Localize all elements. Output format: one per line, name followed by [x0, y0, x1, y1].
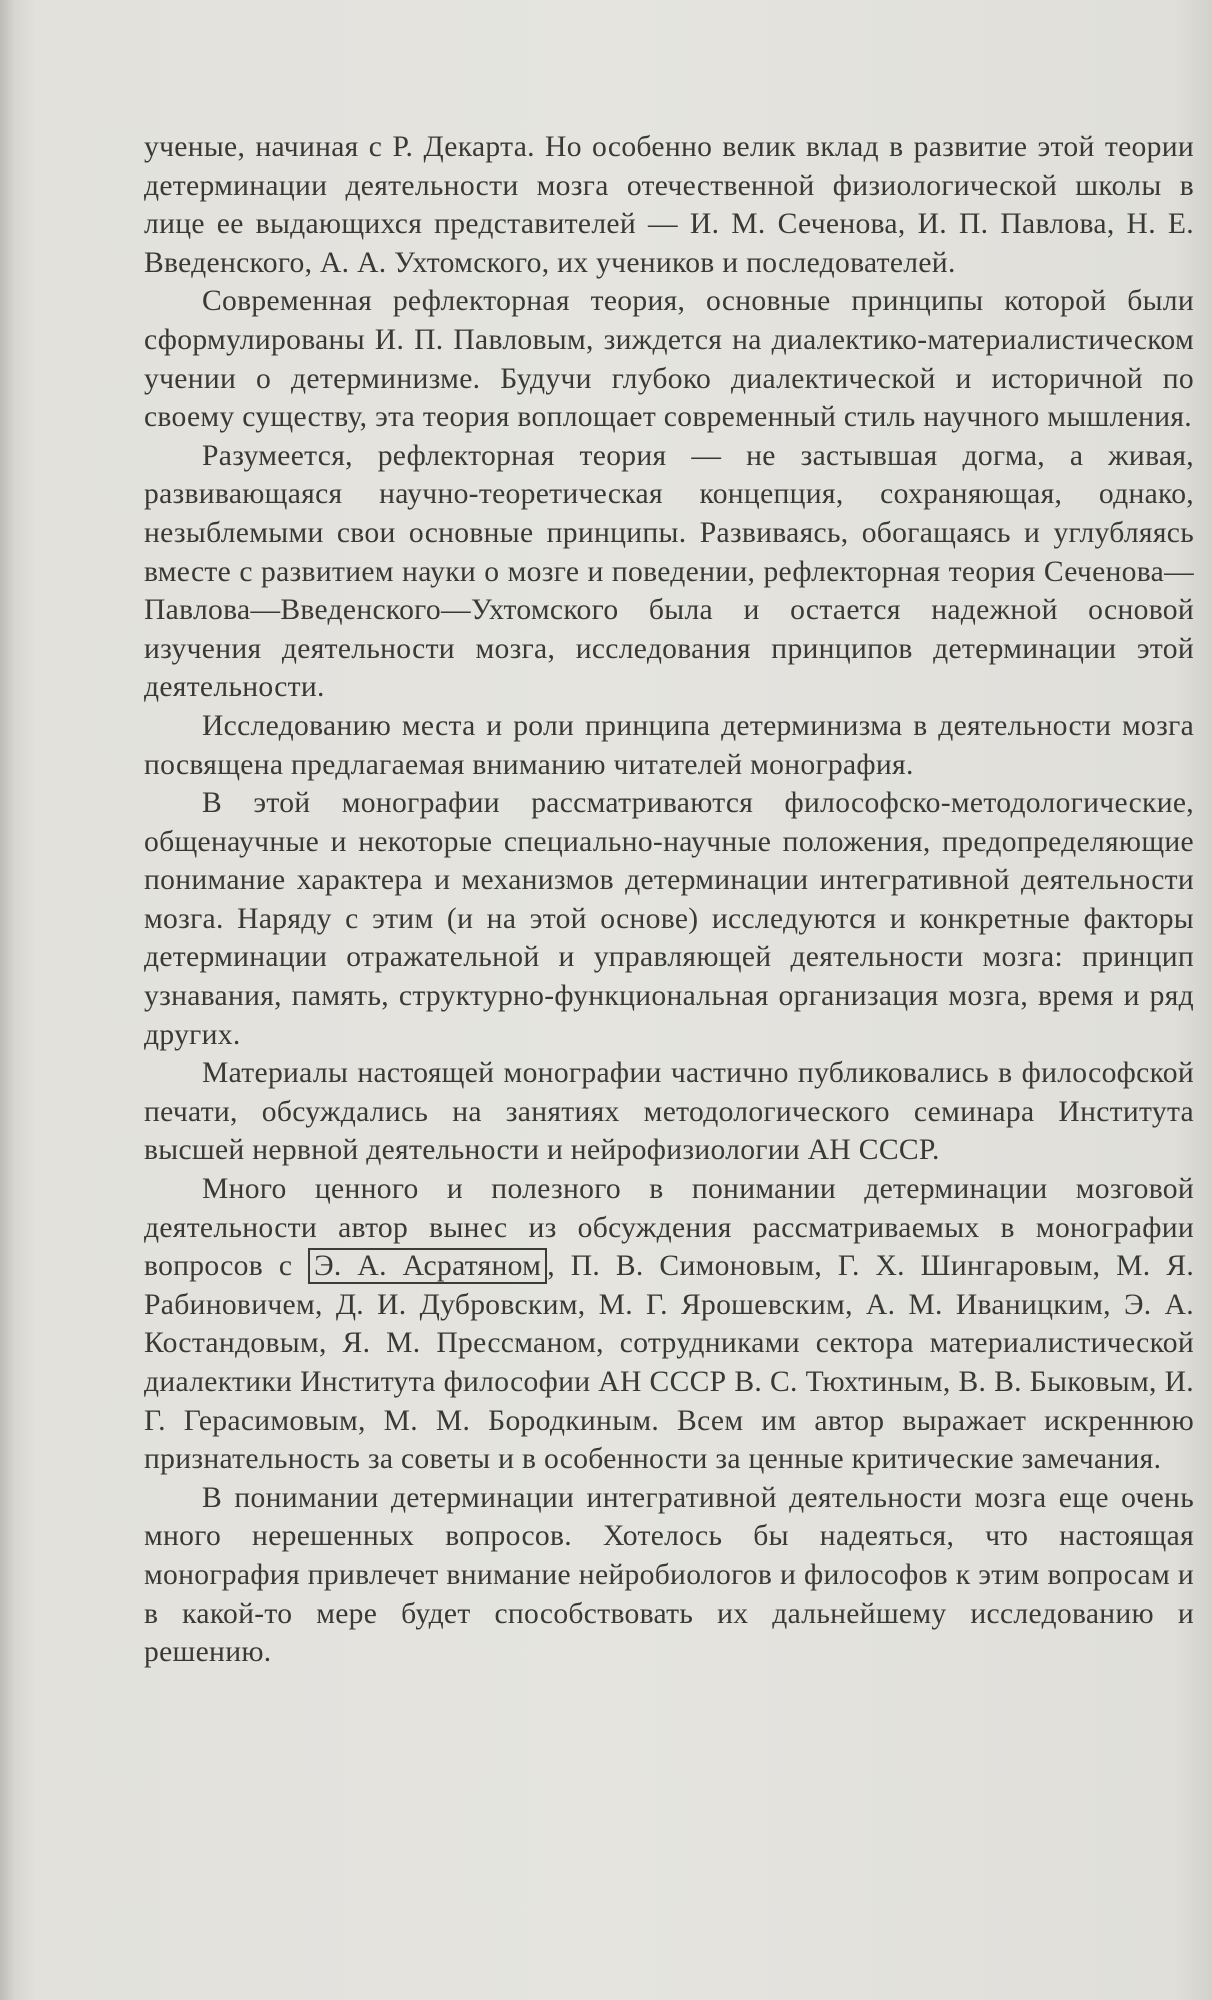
paragraph-7 — [144, 1170, 1194, 1479]
paragraph-5: В этой монографии рассматриваются философско-методологические, общенаучные и некоторые специально-научные положения, предопределяющие понимание характера и механизмов детерминации интегративной деятельности мозга. Наряду с этим (и на этой основе) исследуются и конкретные факторы детерминации отражательной и управляющей деятельности мозга: принцип узнавания, память, структурно-функциональная организация мозга, время и ряд других. — [144, 787, 1194, 1051]
paragraph-8: В понимании детерминации интегративной деятельности мозга еще очень много нерешенных вопросов. Хотелось бы надеяться, что настоящая монография привлечет внимание нейробиологов и философов к этим вопросам и в какой-то мере будет способствовать их дальнейшему исследованию и решению. — [144, 1481, 1194, 1669]
paragraph-3: Разумеется, рефлекторная теория — не застывшая догма, а живая, развивающаяся научно-теоретическая концепция, сохраняющая, однако, незыблемыми свои основные принципы. Развиваясь, обогащаясь и углубляясь вместе с развитием науки о мозге и поведении, рефлекторная теория Сеченова—Павлова—Введенского—Ухтомского была и остается надежной основой изучения деятельности мозга, исследования принципов детерминации этой деятельности. — [144, 439, 1194, 704]
paragraph-1: ученые, начиная с Р. Декарта. Но особенно велик вклад в развитие этой теории детерминации деятельности мозга отечественной физиологической школы в лице ее выдающихся представителей — И. М. Сеченова, И. П. Павлова, Н. Е. Введенского, А. А. Ухтомского, их учеников и последователей. — [144, 131, 1194, 279]
paragraph-4: Исследованию места и роли принципа детерминизма в деятельности мозга посвящена предлагаемая вниманию читателей монография. — [144, 709, 1194, 781]
paragraph-7-end: , П. В. Симоновым, Г. Х. Шингаровым, М. Я. Рабиновичем, Д. И. Дубровским, М. Г. Ярошевским, А. М. Иваницким, Э. А. Костандовым, Я. М. Прессманом, сотрудниками сектора материалистической диалектики Института философии АН СССР В. С. Тюхтиным, В. В. Быковым, И. Г. Герасимовым, М. М. Бородкиным. Всем им автор выражает искреннюю признательность за советы и в особенности за ценные критические замечания. — [144, 1250, 1195, 1476]
boxed-name-asratyan: Э. А. Асратяном — [308, 1248, 547, 1284]
paragraph-7-start: Много ценного и полезного в понимании детерминации мозговой деятельности автор вынес из обсуждения рассматриваемых в монографии вопросов с — [144, 1173, 1194, 1283]
paragraph-6: Материалы настоящей монографии частично публиковались в философской печати, обсуждались на занятиях методологического семинара Института высшей нервной деятельности и нейрофизиологии АН СССР. — [144, 1057, 1194, 1167]
page-edge — [0, 0, 14, 2000]
body-text — [144, 128, 1194, 1672]
paragraph-2: Современная рефлекторная теория, основные принципы которой были сформулированы И. П. Павловым, зиждется на диалектико-материалистическом учении о детерминизме. Будучи глубоко диалектической и историчной по своему существу, эта теория воплощает современный стиль научного мышления. — [144, 285, 1194, 434]
